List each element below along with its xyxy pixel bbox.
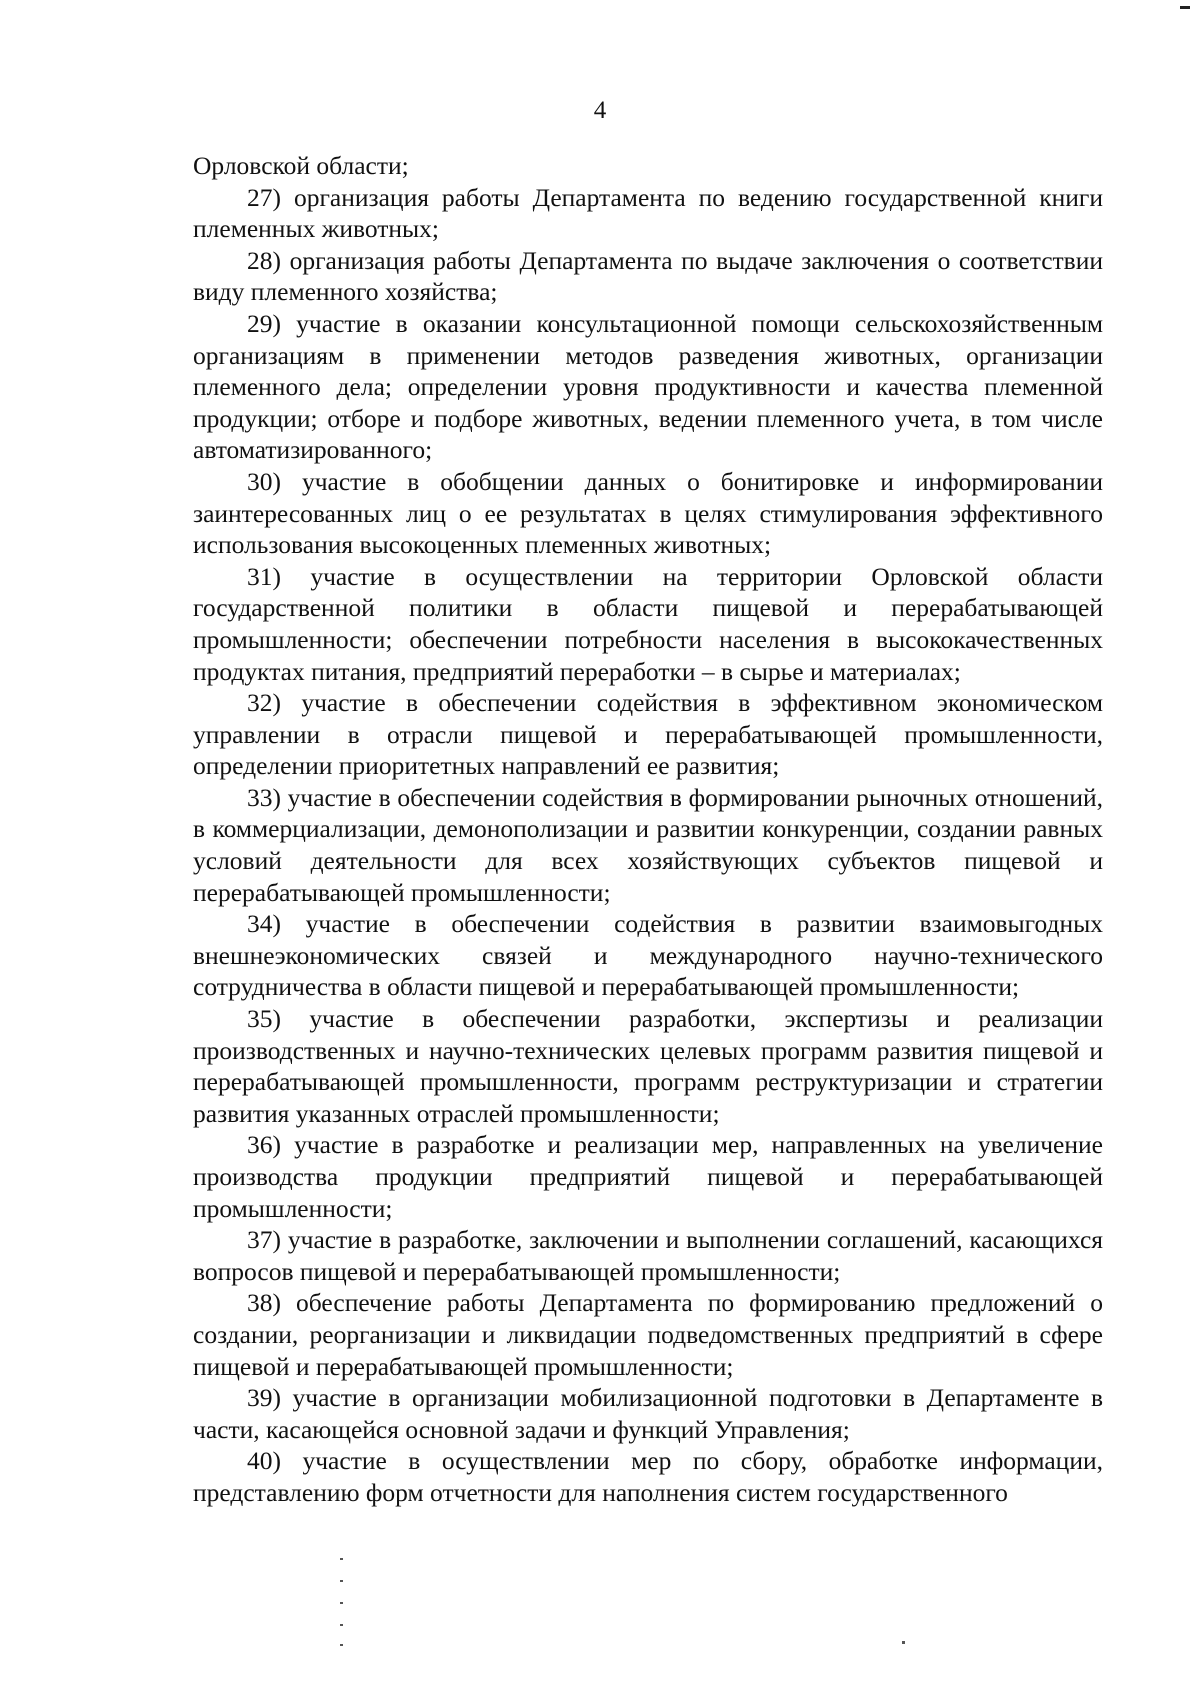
paragraph-item-32: 32) участие в обеспечении содействия в эффективном экономическом управлении в отрасли пищевой и перерабатывающей промышленности, определении приоритетных направлений ее развития; <box>193 688 1103 781</box>
scan-artifact-dot <box>902 1641 905 1644</box>
page-number: 4 <box>593 97 607 124</box>
paragraph-continuation: Орловской области; <box>193 151 409 180</box>
paragraph-item-27: 27) организация работы Департамента по ведению государственной книги племенных животных; <box>193 182 1103 244</box>
paragraph-item-38: 38) обеспечение работы Департамента по формированию предложений о создании, реорганизации и ликвидации подведомственных предприятий в сфере пищевой и перерабатывающей промышленности; <box>193 1288 1103 1381</box>
paragraph-item-28: 28) организация работы Департамента по выдаче заключения о соответствии виду племенного хозяйства; <box>193 245 1103 307</box>
paragraph-item-35: 35) участие в обеспечении разработки, экспертизы и реализации производственных и научно-технических целевых программ развития пищевой и перерабатывающей промышленности, программ реструктуризации и стратегии развития указанных отраслей промышленности; <box>193 1004 1103 1128</box>
paragraph-item-40: 40) участие в осуществлении мер по сбору, обработке информации, представлению форм отчетности для наполнения систем государственного <box>193 1446 1103 1507</box>
paragraph-item-37: 37) участие в разработке, заключении и выполнении соглашений, касающихся вопросов пищевой и перерабатывающей промышленности; <box>193 1225 1103 1286</box>
paragraph-item-29: 29) участие в оказании консультационной помощи сельскохозяйственным организациям в применении методов разведения животных, организации племенного дела; определении уровня продуктивности и качества племенной продукции; отборе и подборе животных, ведении племенного учета, в том числе автоматизированного; <box>193 308 1103 465</box>
scan-artifact-dots <box>340 1558 346 1648</box>
paragraph-item-31: 31) участие в осуществлении на территории Орловской области государственной политики в области пищевой и перерабатывающей промышленности; обеспечении потребности населения в высококачественных продуктах питания, предприятий переработки – в сырье и материалах; <box>193 561 1103 686</box>
paragraph-item-34: 34) участие в обеспечении содействия в развитии взаимовыгодных внешнеэкономических связей и международного научно-технического сотрудничества в области пищевой и перерабатывающей промышленности; <box>193 909 1103 1002</box>
document-body <box>193 150 1103 1509</box>
scan-edge-mark <box>1180 6 1190 9</box>
paragraph-item-30: 30) участие в обобщении данных о бонитировке и информировании заинтересованных лиц о ее результатах в целях стимулирования эффективного использования высокоценных племенных животных; <box>193 466 1103 560</box>
paragraph-item-33: 33) участие в обеспечении содействия в формировании рыночных отношений, в коммерциализации, демонополизации и развитии конкуренции, создании равных условий деятельности для всех хозяйствующих субъектов пищевой и перерабатывающей промышленности; <box>193 782 1103 907</box>
paragraph-item-39: 39) участие в организации мобилизационной подготовки в Департаменте в части, касающейся основной задачи и функций Управления; <box>193 1383 1103 1444</box>
paragraph-item-36: 36) участие в разработке и реализации мер, направленных на увеличение производства продукции предприятий пищевой и перерабатывающей промышленности; <box>193 1130 1103 1223</box>
